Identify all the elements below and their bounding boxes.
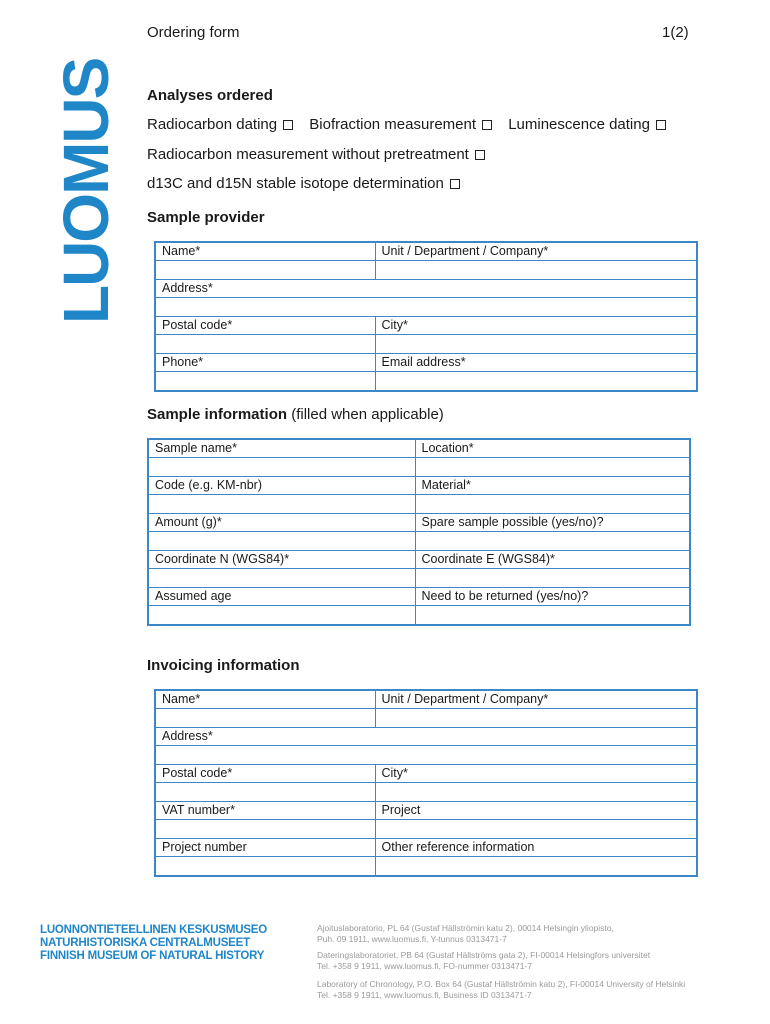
provider-phone-cell xyxy=(155,354,375,392)
luomus-logo: LUOMUS xyxy=(50,58,122,324)
table-row xyxy=(155,802,697,839)
provider-postal-field[interactable] xyxy=(156,334,375,353)
field-label: Other reference information xyxy=(381,840,535,854)
table-row xyxy=(148,439,690,477)
table-row xyxy=(148,551,690,588)
provider-unit-cell xyxy=(375,242,697,280)
invoice-city-field[interactable] xyxy=(376,782,697,801)
field-label: Email address* xyxy=(381,355,466,369)
luminescence-checkbox[interactable] xyxy=(656,120,666,130)
field-label: Project number xyxy=(162,840,247,854)
sample-coord-e-field[interactable] xyxy=(416,568,690,587)
address-line: Tel. +358 9 1911, www.luomus.fi, FO-nummer 0313471-7 xyxy=(317,961,533,971)
analyses-options-line-3 xyxy=(147,175,472,192)
sample-coord-n-cell xyxy=(148,551,415,588)
invoice-vat-field[interactable] xyxy=(156,819,375,838)
sample-amount-field[interactable] xyxy=(149,531,415,550)
field-label: Postal code* xyxy=(162,766,233,780)
provider-phone-field[interactable] xyxy=(156,371,375,390)
field-label: VAT number* xyxy=(162,803,235,817)
form-title: Ordering form xyxy=(147,24,240,41)
provider-email-field[interactable] xyxy=(376,371,697,390)
museum-name-sv: NATURHISTORISKA CENTRALMUSEET xyxy=(40,937,250,949)
address-line: Puh. 09 1911, www.luomus.fi, Y-tunnus 0313471-7 xyxy=(317,934,507,944)
sample-age-cell xyxy=(148,588,415,626)
table-row xyxy=(148,588,690,626)
table-row xyxy=(155,242,697,280)
provider-unit-field[interactable] xyxy=(376,260,697,279)
biofraction-checkbox[interactable] xyxy=(482,120,492,130)
provider-postal-cell xyxy=(155,317,375,354)
field-label: Project xyxy=(381,803,421,817)
invoice-project-field[interactable] xyxy=(376,819,697,838)
sample-heading-note: (filled when applicable) xyxy=(291,406,444,423)
field-label: Address* xyxy=(162,729,213,743)
radiocarbon-dating-checkbox[interactable] xyxy=(283,120,293,130)
sample-amount-cell xyxy=(148,514,415,551)
table-row xyxy=(148,514,690,551)
address-en xyxy=(317,979,685,1001)
address-fi xyxy=(317,923,614,945)
address-line: Laboratory of Chronology, P.O. Box 64 (Gustaf Hällströmin katu 2), FI-00014 University of Helsinki xyxy=(317,979,686,989)
sample-code-field[interactable] xyxy=(149,494,415,513)
invoice-unit-cell xyxy=(375,690,697,728)
invoice-name-cell xyxy=(155,690,375,728)
invoice-unit-field[interactable] xyxy=(376,708,697,727)
invoice-name-field[interactable] xyxy=(156,708,375,727)
option-biofraction xyxy=(309,116,492,133)
stable-isotope-checkbox[interactable] xyxy=(450,179,460,189)
option-label: d13C and d15N stable isotope determination xyxy=(147,175,444,192)
table-row xyxy=(148,477,690,514)
sample-return-field[interactable] xyxy=(416,605,690,624)
field-label: Postal code* xyxy=(162,318,233,332)
table-row xyxy=(155,280,697,317)
field-label: Sample name* xyxy=(155,441,237,455)
analyses-heading: Analyses ordered xyxy=(147,87,273,104)
provider-address-field[interactable] xyxy=(156,297,696,316)
sample-material-cell xyxy=(415,477,690,514)
field-label: Name* xyxy=(162,244,201,258)
option-luminescence xyxy=(508,116,666,133)
radiocarbon-no-pretreatment-checkbox[interactable] xyxy=(475,150,485,160)
field-label: Material* xyxy=(421,478,471,492)
sample-age-field[interactable] xyxy=(149,605,415,624)
option-label: Radiocarbon dating xyxy=(147,116,278,133)
table-row xyxy=(155,317,697,354)
provider-table xyxy=(154,241,698,392)
field-label: Phone* xyxy=(162,355,204,369)
address-sv xyxy=(317,950,650,972)
invoice-address-cell xyxy=(155,728,697,765)
invoice-address-field[interactable] xyxy=(156,745,696,764)
field-label: Coordinate N (WGS84)* xyxy=(155,552,290,566)
table-row xyxy=(155,354,697,392)
option-label: Biofraction measurement xyxy=(309,116,477,133)
invoice-other-ref-field[interactable] xyxy=(376,856,697,875)
sample-name-cell xyxy=(148,439,415,477)
table-row xyxy=(155,728,697,765)
provider-address-cell xyxy=(155,280,697,317)
sample-spare-cell xyxy=(415,514,690,551)
field-label: Amount (g)* xyxy=(155,515,222,529)
address-line: Dateringslaboratoriet, PB 64 (Gustaf Hällströms gata 2), FI-00014 Helsingfors universitet xyxy=(317,950,651,960)
museum-name-en: FINNISH MUSEUM OF NATURAL HISTORY xyxy=(40,950,265,962)
provider-city-field[interactable] xyxy=(376,334,697,353)
sample-return-cell xyxy=(415,588,690,626)
field-label: City* xyxy=(381,766,408,780)
invoice-vat-cell xyxy=(155,802,375,839)
field-label: City* xyxy=(381,318,408,332)
invoice-postal-cell xyxy=(155,765,375,802)
invoicing-heading: Invoicing information xyxy=(147,657,300,674)
option-radiocarbon-no-pretreatment xyxy=(147,146,485,163)
invoice-postal-field[interactable] xyxy=(156,782,375,801)
option-radiocarbon-dating xyxy=(147,116,293,133)
sample-code-cell xyxy=(148,477,415,514)
option-label: Radiocarbon measurement without pretreatment xyxy=(147,146,469,163)
sample-material-field[interactable] xyxy=(416,494,690,513)
sample-heading-text: Sample information xyxy=(147,406,288,423)
sample-spare-field[interactable] xyxy=(416,531,690,550)
field-label: Need to be returned (yes/no)? xyxy=(421,589,589,603)
field-label: Unit / Department / Company* xyxy=(381,692,549,706)
table-row xyxy=(155,690,697,728)
invoice-project-number-cell xyxy=(155,839,375,877)
invoice-city-cell xyxy=(375,765,697,802)
provider-name-cell xyxy=(155,242,375,280)
sample-coord-e-cell xyxy=(415,551,690,588)
provider-name-field[interactable] xyxy=(156,260,375,279)
field-label: Coordinate E (WGS84)* xyxy=(421,552,555,566)
option-stable-isotope xyxy=(147,175,460,192)
analyses-options-line-1 xyxy=(147,116,678,133)
field-label: Code (e.g. KM-nbr) xyxy=(155,478,262,492)
analyses-options-line-2 xyxy=(147,146,497,163)
provider-heading: Sample provider xyxy=(147,209,265,226)
sample-heading xyxy=(147,406,444,423)
address-line: Tel. +358 9 1911, www.luomus.fi, Business ID 0313471-7 xyxy=(317,990,532,1000)
sample-location-cell xyxy=(415,439,690,477)
field-label: Location* xyxy=(421,441,474,455)
option-label: Luminescence dating xyxy=(508,116,650,133)
provider-email-cell xyxy=(375,354,697,392)
invoice-project-cell xyxy=(375,802,697,839)
field-label: Unit / Department / Company* xyxy=(381,244,549,258)
sample-name-field[interactable] xyxy=(149,457,415,476)
museum-name-fi: LUONNONTIETEELLINEN KESKUSMUSEO xyxy=(40,924,268,936)
address-line: Ajoituslaboratorio, PL 64 (Gustaf Hällströmin katu 2), 00014 Helsingin yliopisto, xyxy=(317,923,614,933)
field-label: Spare sample possible (yes/no)? xyxy=(421,515,604,529)
table-row xyxy=(155,765,697,802)
museum-logo-text xyxy=(40,924,267,963)
invoice-project-number-field[interactable] xyxy=(156,856,375,875)
sample-coord-n-field[interactable] xyxy=(149,568,415,587)
provider-city-cell xyxy=(375,317,697,354)
field-label: Assumed age xyxy=(155,589,232,603)
sample-location-field[interactable] xyxy=(416,457,690,476)
field-label: Address* xyxy=(162,281,213,295)
page-number: 1(2) xyxy=(662,24,689,41)
table-row xyxy=(155,839,697,877)
invoicing-table xyxy=(154,689,698,877)
sample-table xyxy=(147,438,691,626)
field-label: Name* xyxy=(162,692,201,706)
invoice-other-ref-cell xyxy=(375,839,697,877)
